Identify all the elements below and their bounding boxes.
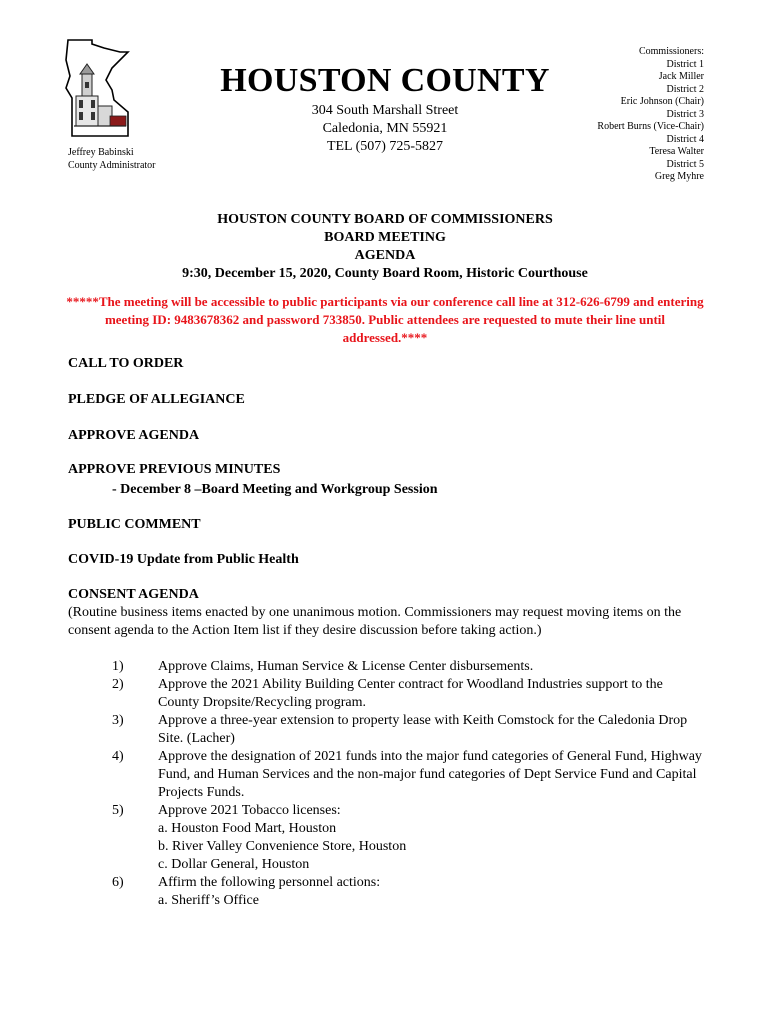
consent-description: (Routine business items enacted by one unanimous motion. Commissioners may request moving items on the consent agenda to the Action Item list if they desire discussion before taking action.) — [68, 605, 682, 638]
personnel-action-item: a. Sheriff’s Office — [158, 893, 259, 908]
tobacco-license-item: c. Dollar General, Houston — [158, 857, 310, 872]
administrator-block — [68, 146, 156, 172]
section-pledge: PLEDGE OF ALLEGIANCE — [68, 392, 245, 407]
agenda-header-line: HOUSTON COUNTY BOARD OF COMMISSIONERS — [217, 212, 553, 227]
commissioners-line: Robert Burns (Vice-Chair) — [597, 121, 704, 132]
minutes-item: - December 8 –Board Meeting and Workgroup Session — [112, 482, 438, 497]
section-approve-agenda: APPROVE AGENDA — [68, 428, 200, 443]
item-text: Approve the designation of 2021 funds into the major fund categories of General Fund, Highway Fund, and Human Services and the non-major fund categories of Dept Service Fund and Capital Projects Funds. — [158, 749, 702, 800]
item-number: 2) — [112, 677, 124, 692]
item-text: Approve a three-year extension to property lease with Keith Comstock for the Caledonia Drop Site. (Lacher) — [158, 713, 688, 746]
section-approve-minutes: APPROVE PREVIOUS MINUTES — [68, 462, 281, 477]
agenda-header-line: 9:30, December 15, 2020, County Board Room, Historic Courthouse — [182, 266, 588, 281]
county-logo — [62, 38, 132, 138]
commissioners-line: District 2 — [666, 83, 704, 95]
item-text: Approve Claims, Human Service & License Center disbursements. — [158, 659, 534, 674]
address-street: 304 South Marshall Street — [311, 103, 459, 118]
item-text: Affirm the following personnel actions: — [158, 875, 381, 890]
commissioners-line: District 3 — [666, 108, 704, 120]
agenda-header — [0, 211, 770, 283]
section-public-comment: PUBLIC COMMENT — [68, 517, 201, 532]
commissioners-line: Greg Myhre — [654, 171, 704, 182]
commissioners-line: Commissioners: — [638, 46, 704, 57]
section-consent-agenda: CONSENT AGENDA — [68, 587, 199, 602]
agenda-header-line: AGENDA — [354, 248, 416, 263]
commissioners-line: Eric Johnson (Chair) — [620, 96, 704, 107]
agenda-header-line: BOARD MEETING — [324, 230, 446, 245]
commissioners-line: Teresa Walter — [649, 146, 704, 157]
item-number: 6) — [112, 875, 124, 890]
item-text: Approve the 2021 Ability Building Center contract for Woodland Industries support to the County Dropsite/Recycling program. — [158, 677, 663, 710]
administrator-name: Jeffrey Babinski — [68, 147, 134, 158]
commissioners-line: Jack Miller — [658, 71, 704, 82]
address-city: Caledonia, MN 55921 — [322, 121, 448, 136]
item-text: Approve 2021 Tobacco licenses: — [158, 803, 341, 818]
tobacco-license-item: b. River Valley Convenience Store, Houston — [158, 839, 407, 854]
commissioners-list — [597, 46, 704, 184]
commissioners-line: District 4 — [666, 133, 704, 145]
section-call-to-order: CALL TO ORDER — [68, 356, 184, 371]
item-number: 1) — [112, 659, 124, 674]
section-covid-update: COVID-19 Update from Public Health — [68, 552, 299, 567]
conference-call-notice: *****The meeting will be accessible to public participants via our conference call line at 312-626-6799 and entering meeting ID: 9483678362 and password 733850. Public attendees are requested to mute their line until addressed.**** — [66, 294, 704, 345]
county-title: HOUSTON COUNTY — [220, 62, 550, 99]
tobacco-license-item: a. Houston Food Mart, Houston — [158, 821, 337, 836]
item-number: 5) — [112, 803, 124, 818]
item-number: 4) — [112, 749, 124, 764]
address-phone: TEL (507) 725-5827 — [326, 139, 444, 154]
administrator-title: County Administrator — [68, 160, 156, 171]
county-address — [280, 102, 490, 156]
item-number: 3) — [112, 713, 124, 728]
commissioners-line: District 1 — [666, 58, 704, 70]
commissioners-line: District 5 — [666, 158, 704, 170]
